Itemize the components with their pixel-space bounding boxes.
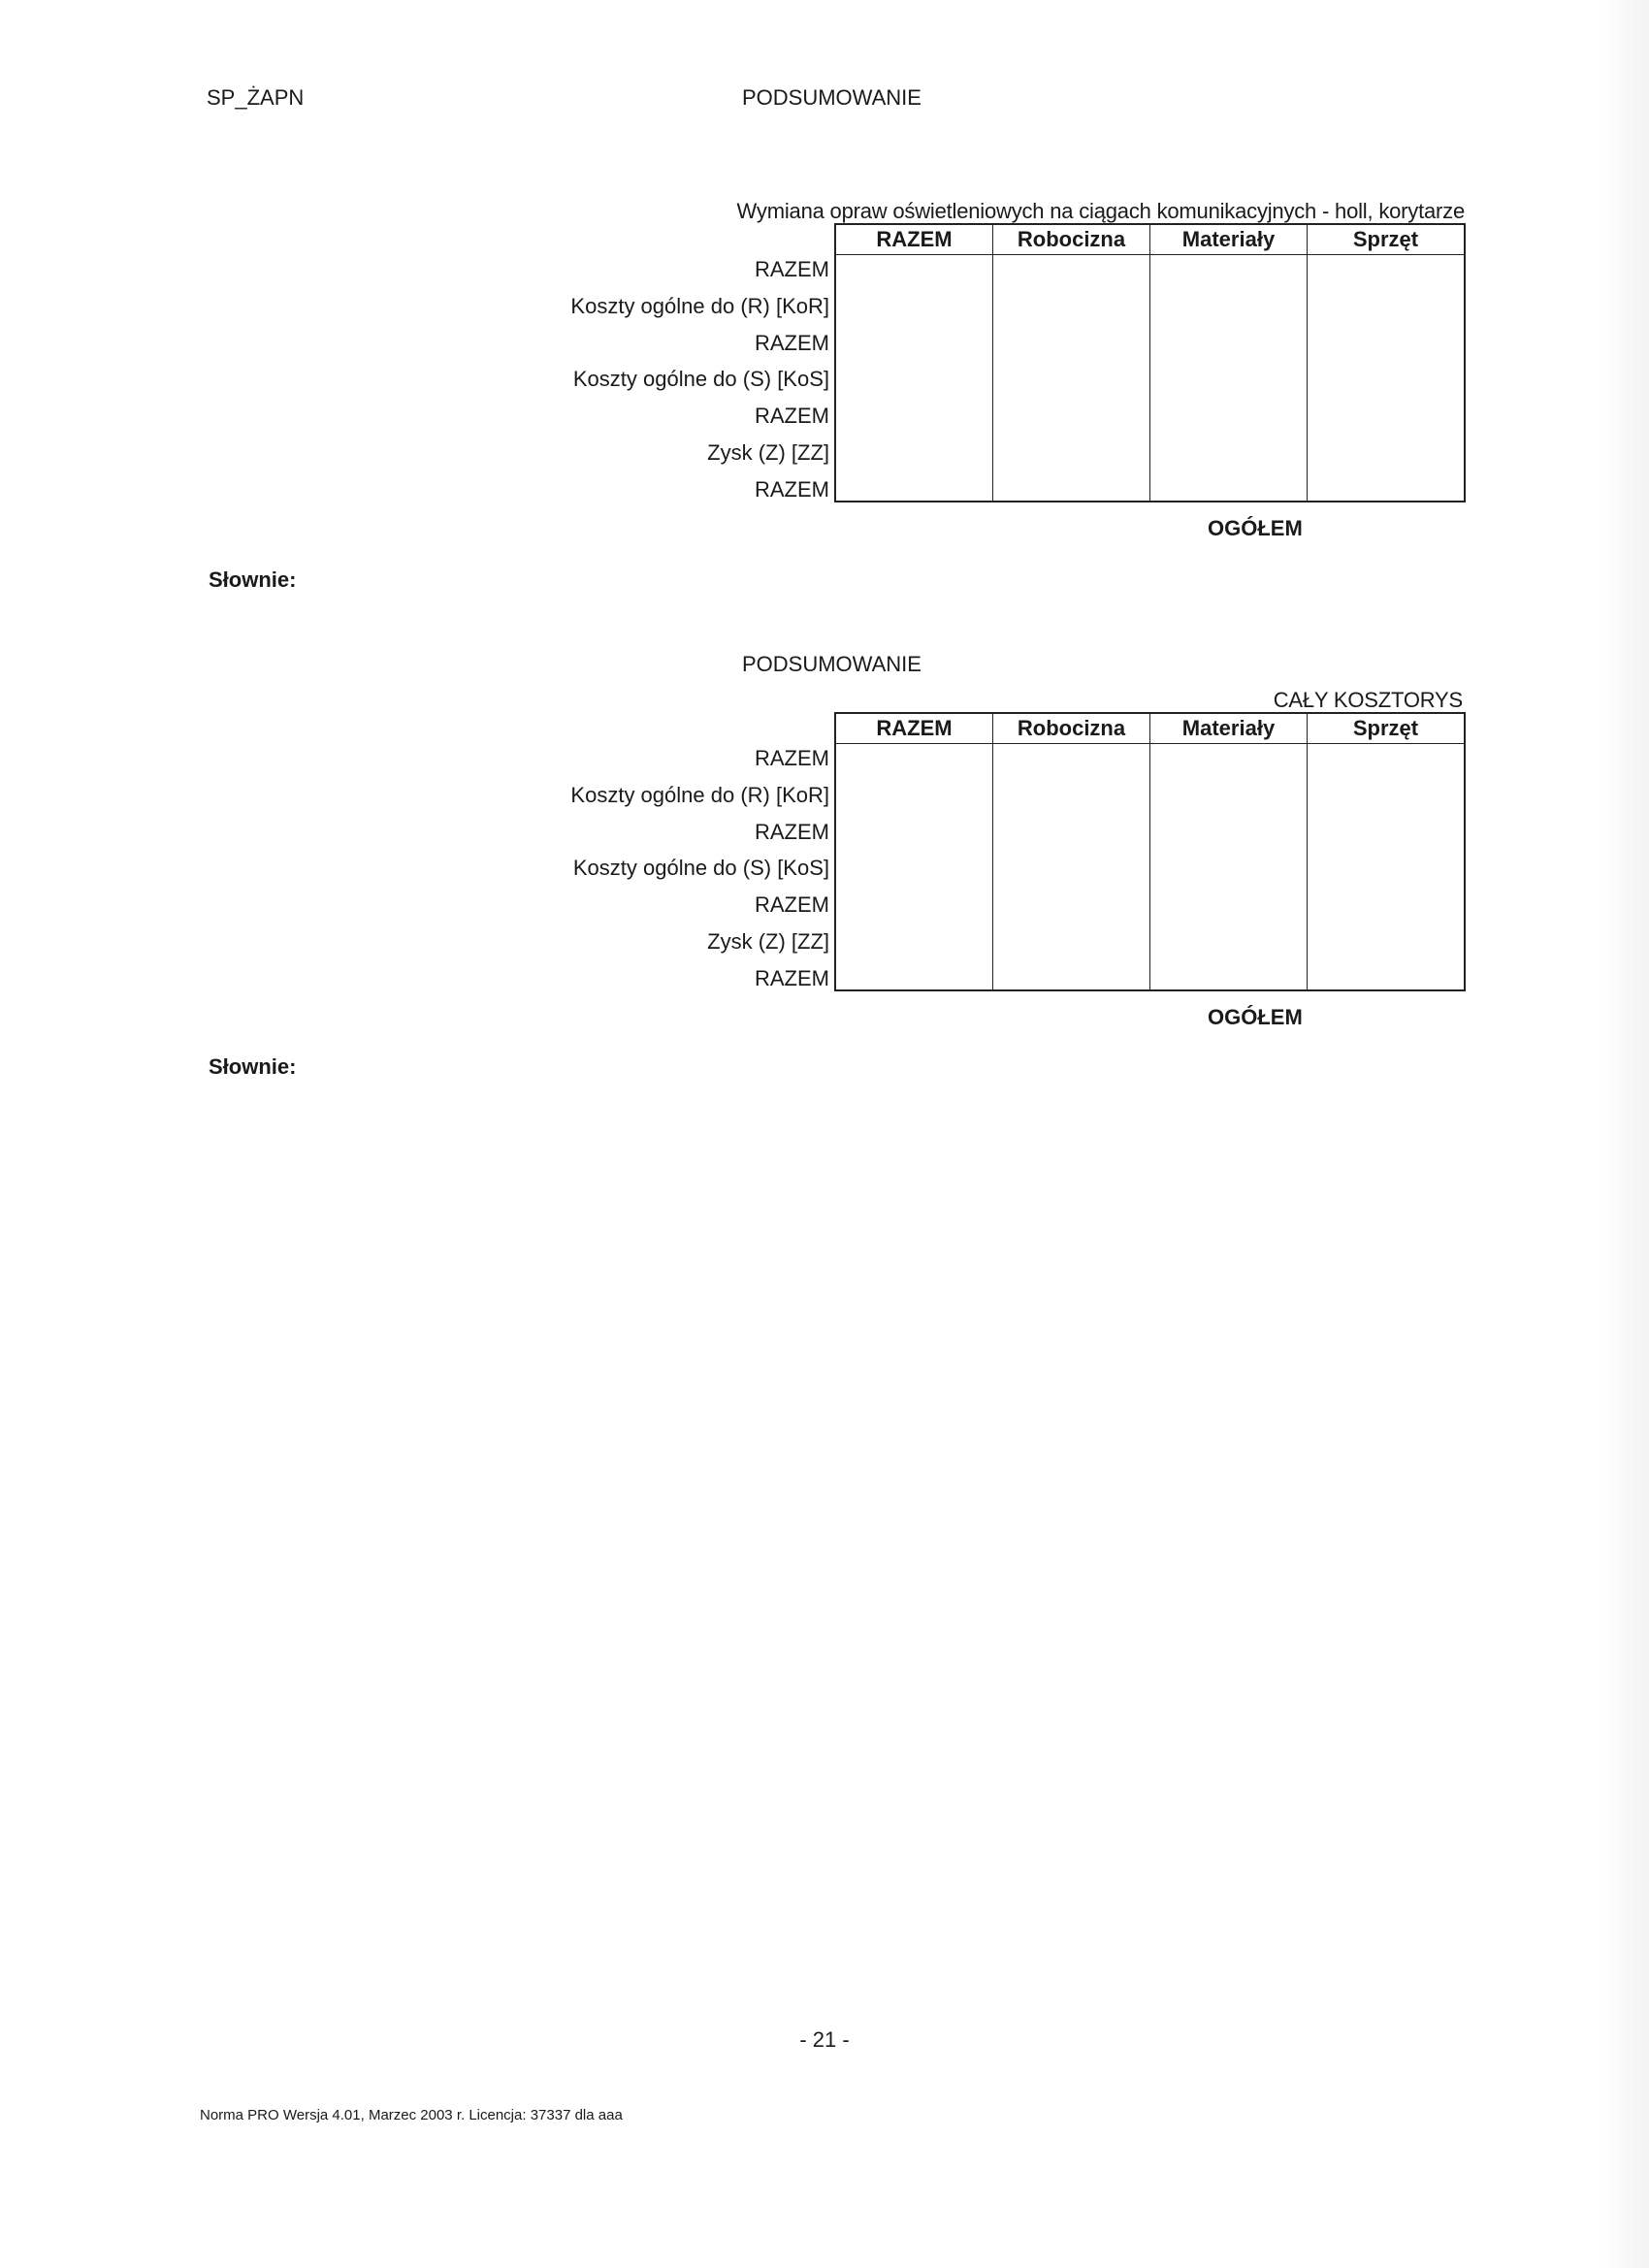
section1-total-label: OGÓŁEM — [1208, 516, 1303, 540]
table-cell — [1308, 255, 1466, 502]
row-label: Koszty ogólne do (S) [KoS] — [572, 367, 829, 392]
row-label: Koszty ogólne do (S) [KoS] — [572, 856, 829, 881]
section1-row-labels — [570, 251, 829, 508]
row-label: Koszty ogólne do (R) [KoR] — [570, 782, 829, 807]
row-label: RAZEM — [755, 819, 829, 844]
column-header-robocizna: Robocizna — [993, 713, 1150, 744]
table-cell — [835, 744, 993, 990]
table-body-row — [835, 744, 1465, 990]
column-header-robocizna: Robocizna — [993, 224, 1150, 255]
section2-total-label: OGÓŁEM — [1208, 1005, 1303, 1029]
row-label: Zysk (Z) [ZZ] — [707, 439, 829, 465]
table-cell — [1150, 255, 1308, 502]
row-label: RAZEM — [755, 404, 829, 429]
scan-edge-shadow — [1600, 0, 1649, 2268]
table-header-row — [835, 224, 1465, 255]
section2-subtitle: CAŁY KOSZTORYS — [1273, 688, 1463, 712]
row-label: RAZEM — [755, 257, 829, 281]
table-cell — [993, 255, 1150, 502]
section1-summary-table — [834, 223, 1466, 502]
column-header-razem: RAZEM — [835, 713, 993, 744]
table-cell — [1308, 744, 1466, 990]
section1-words-label: Słownie: — [209, 567, 297, 592]
document-code: SP_ŻAPN — [207, 85, 305, 110]
table-cell — [835, 255, 993, 502]
row-label: RAZEM — [755, 965, 829, 990]
section2-title: PODSUMOWANIE — [742, 652, 922, 676]
table-cell — [993, 744, 1150, 990]
page-title: PODSUMOWANIE — [742, 85, 922, 110]
row-label: RAZEM — [755, 476, 829, 502]
table-body-row — [835, 255, 1465, 502]
row-label: RAZEM — [755, 746, 829, 770]
table-cell — [1150, 744, 1308, 990]
column-header-materialy: Materiały — [1150, 224, 1308, 255]
row-label: Zysk (Z) [ZZ] — [707, 928, 829, 954]
column-header-materialy: Materiały — [1150, 713, 1308, 744]
column-header-sprzet: Sprzęt — [1308, 713, 1466, 744]
page-number: - 21 - — [799, 2027, 850, 2052]
section2-summary-table — [834, 712, 1466, 991]
table-header-row — [835, 713, 1465, 744]
row-label: RAZEM — [755, 892, 829, 918]
software-license-footer: Norma PRO Wersja 4.01, Marzec 2003 r. Licencja: 37337 dla aaa — [200, 2107, 623, 2123]
column-header-razem: RAZEM — [835, 224, 993, 255]
section2-row-labels — [570, 740, 829, 997]
row-label: RAZEM — [755, 330, 829, 355]
row-label: Koszty ogólne do (R) [KoR] — [570, 293, 829, 318]
section1-subtitle: Wymiana opraw oświetleniowych na ciągach komunikacyjnych - holl, korytarze — [736, 199, 1465, 223]
section2-words-label: Słownie: — [209, 1054, 297, 1079]
column-header-sprzet: Sprzęt — [1308, 224, 1466, 255]
